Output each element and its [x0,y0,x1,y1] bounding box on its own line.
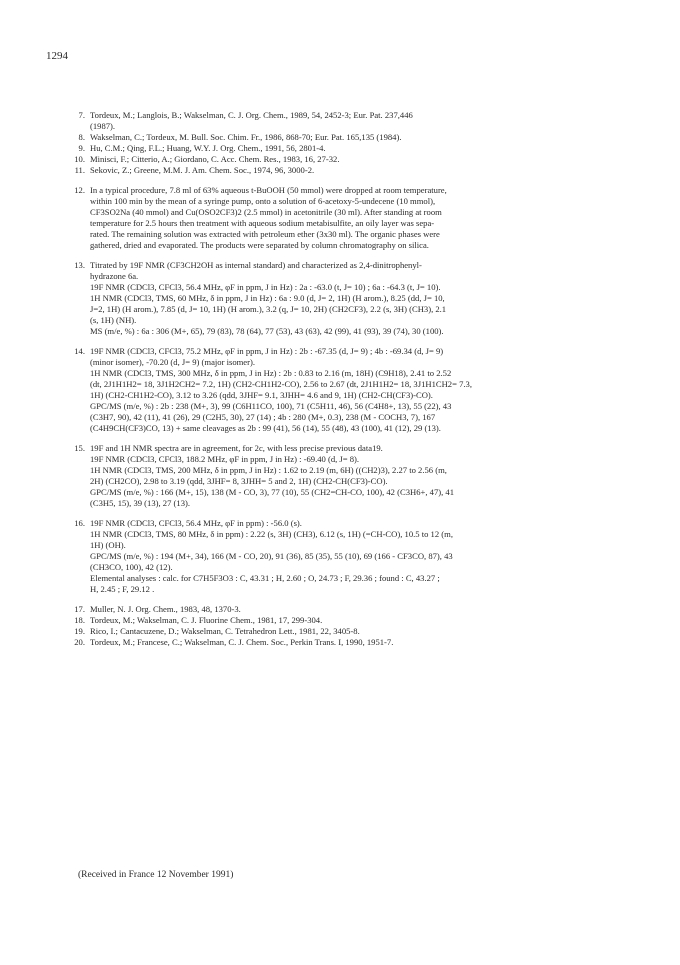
reference-line: Rico, I.; Cantacuzene, D.; Wakselman, C. Tetrahedron Lett., 1981, 22, 3405-8. [90,626,360,636]
reference-item [68,110,628,132]
reference-number: 20. [74,637,85,647]
reference-line: Muller, N. J. Org. Chem., 1983, 48, 1370-3. [90,604,241,614]
reference-item [68,185,628,251]
reference-number: 19. [74,626,85,636]
reference-item [68,637,628,648]
received-date: (Received in France 12 November 1991) [78,870,234,880]
reference-number: 16. [74,518,85,528]
reference-text [90,518,628,595]
reference-text [90,154,628,165]
reference-text [90,110,628,132]
reference-text [90,637,628,648]
reference-line: In a typical procedure, 7.8 ml of 63% aqueous t-BuOOH (50 mmol) were dropped at room temperature, [90,185,447,195]
reference-text [90,443,628,509]
reference-text [90,260,628,337]
reference-item [68,260,628,337]
reference-line: temperature for 2.5 hours then treatment with aqueous sodium metabisulfite, an oily layer was sepa- [90,218,435,228]
reference-line: MS (m/e, %) : 6a : 306 (M+, 65), 79 (83), 78 (64), 77 (53), 43 (63), 42 (99), 41 (93), 39 (74), 30 (100). [90,326,444,336]
reference-line: 19F NMR (CDCl3, CFCl3, 56.4 MHz, φF in ppm) : -56.0 (s). [90,518,302,528]
reference-number: 9. [78,143,85,153]
reference-number: 12. [74,185,85,195]
reference-line: 19F and 1H NMR spectra are in agreement, for 2c, with less precise previous data19. [90,443,383,453]
reference-line: 1H NMR (CDCl3, TMS, 200 MHz, δ in ppm, J in Hz) : 1.62 to 2.19 (m, 6H) ((CH2)3), 2.27 to 2.56 (m, [90,465,447,475]
reference-number: 11. [74,165,85,175]
reference-line: 1H NMR (CDCl3, TMS, 60 MHz, δ in ppm, J in Hz) : 6a : 9.0 (d, J= 2, 1H) (H arom.), 8.25 (dd, J= 10, [90,293,445,303]
reference-item [68,154,628,165]
reference-number: 13. [74,260,85,270]
reference-line: Titrated by 19F NMR (CF3CH2OH as internal standard) and characterized as 2,4-dinitrophenyl- [90,260,422,270]
reference-line: rated. The remaining solution was extracted with petroleum ether (3x30 ml). The organic phases were [90,229,440,239]
reference-line: GPC/MS (m/e, %) : 2b : 238 (M+, 3), 99 (C6H11CO, 100), 71 (C5H11, 46), 56 (C4H8+, 13), 55 (22), 43 [90,401,452,411]
reference-item [68,346,628,434]
reference-line: 19F NMR (CDCl3, CFCl3, 75.2 MHz, φF in ppm, J in Hz) : 2b : -67.35 (d, J= 9) ; 4b : -69.34 (d, J= 9) [90,346,444,356]
reference-line: 1H) (OH). [90,540,126,550]
reference-line: GPC/MS (m/e, %) : 166 (M+, 15), 138 (M - CO, 3), 77 (10), 55 (CH2=CH-CO, 100), 42 (C3H6+, 47), 41 [90,487,455,497]
reference-number: 17. [74,604,85,614]
reference-line: (1987). [90,121,116,131]
reference-line: gathered, dried and evaporated. The products were separated by column chromatography on silica. [90,240,429,250]
reference-text [90,185,628,251]
reference-line: Elemental analyses : calc. for C7H5F3O3 : C, 43.31 ; H, 2.60 ; O, 24.73 ; F, 29.36 ; found : C, 43.27 ; [90,573,440,583]
reference-text [90,615,628,626]
reference-text [90,132,628,143]
reference-line: 19F NMR (CDCl3, CFCl3, 188.2 MHz, φF in ppm, J in Hz) : -69.40 (d, J= 8). [90,454,360,464]
reference-line: (s, 1H) (NH). [90,315,137,325]
reference-item [68,443,628,509]
reference-line: 1H) (CH2-CH1H2-CO), 3.12 to 3.26 (qdd, 3JHF= 9.1, 3JHH= 4.6 and 9, 1H) (CH2-CH(CF3)-CO). [90,390,433,400]
reference-item [68,518,628,595]
reference-item [68,132,628,143]
reference-line: 1H NMR (CDCl3, TMS, 300 MHz, δ in ppm, J in Hz) : 2b : 0.83 to 2.16 (m, 18H) (C9H18), 2.41 to 2.52 [90,368,452,378]
reference-line: 2H) (CH2CO), 2.98 to 3.19 (qdd, 3JHF= 8, 3JHH= 5 and 2, 1H) (CH2-CH(CF3)-CO). [90,476,388,486]
reference-item [68,604,628,615]
reference-line: GPC/MS (m/e, %) : 194 (M+, 34), 166 (M - CO, 20), 91 (36), 85 (35), 55 (10), 69 (166 - CF3CO, 87), 43 [90,551,453,561]
reference-number: 18. [74,615,85,625]
reference-line: Tordeux, M.; Francese, C.; Wakselman, C. J. Chem. Soc., Perkin Trans. I, 1990, 1951-7. [90,637,394,647]
reference-text [90,626,628,637]
reference-line: (C4H9CH(CF3)CO, 13) + same cleavages as 2b : 99 (41), 56 (14), 55 (48), 43 (100), 41 (12), 29 (13). [90,423,441,433]
reference-number: 10. [74,154,85,164]
reference-number: 8. [78,132,85,142]
reference-line: J=2, 1H) (H arom.), 7.85 (d, J= 10, 1H) (H arom.), 3.2 (q, J= 10, 2H) (CH2CF3), 2.2 (s, 3H) (CH3), 2.1 [90,304,447,314]
reference-number: 14. [74,346,85,356]
reference-line: (dt, 2J1H1H2= 18, 3J1H2CH2= 7.2, 1H) (CH2-CH1H2-CO), 2.56 to 2.67 (dt, 2J1H1H2= 18, 3J1H1CH2= 7.3, [90,379,472,389]
reference-text [90,346,628,434]
reference-line: (CH3CO, 100), 42 (12). [90,562,173,572]
reference-text [90,165,628,176]
reference-line: 19F NMR (CDCl3, CFCl3, 56.4 MHz, φF in ppm, J in Hz) : 2a : -63.0 (t, J= 10) ; 6a : -64.3 (t, J= 10). [90,282,441,292]
reference-line: Sekovic, Z.; Greene, M.M. J. Am. Chem. Soc., 1974, 96, 3000-2. [90,165,315,175]
reference-number: 15. [74,443,85,453]
reference-list [68,110,628,648]
reference-line: Minisci, F.; Citterio, A.; Giordano, C. Acc. Chem. Res., 1983, 16, 27-32. [90,154,340,164]
reference-line: Hu, C.M.; Qing, F.L.; Huang, W.Y. J. Org. Chem., 1991, 56, 2801-4. [90,143,326,153]
reference-line: (C3H7, 90), 42 (11), 41 (26), 29 (C2H5, 30), 27 (14) ; 4b : 280 (M+, 0.3), 238 (M - COCH3, 7), 167 [90,412,436,422]
reference-line: Tordeux, M.; Langlois, B.; Wakselman, C. J. Org. Chem., 1989, 54, 2452-3; Eur. Pat. 237,446 [90,110,413,120]
reference-item [68,165,628,176]
reference-line: Wakselman, C.; Tordeux, M. Bull. Soc. Chim. Fr., 1986, 868-70; Eur. Pat. 165,135 (1984). [90,132,402,142]
reference-line: 1H NMR (CDCl3, TMS, 80 MHz, δ in ppm) : 2.22 (s, 3H) (CH3), 6.12 (s, 1H) (=CH-CO), 10.5 to 12 (m, [90,529,453,539]
reference-text [90,604,628,615]
reference-line: within 100 min by the mean of a syringe pump, onto a solution of 6-acetoxy-5-undecene (10 mmol), [90,196,436,206]
reference-item [68,143,628,154]
reference-item [68,626,628,637]
reference-line: hydrazone 6a. [90,271,139,281]
reference-line: (C3H5, 15), 39 (13), 27 (13). [90,498,191,508]
reference-number: 7. [78,110,85,120]
reference-item [68,615,628,626]
page-number: 1294 [46,50,68,62]
reference-text [90,143,628,154]
reference-line: (minor isomer), -70.20 (d, J= 9) (major isomer). [90,357,255,367]
reference-line: H, 2.45 ; F, 29.12 . [90,584,155,594]
reference-line: Tordeux, M.; Wakselman, C. J. Fluorine Chem., 1981, 17, 299-304. [90,615,323,625]
reference-line: CF3SO2Na (40 mmol) and Cu(OSO2CF3)2 (2.5 mmol) in acetonitrile (30 ml). After standing at room [90,207,442,217]
